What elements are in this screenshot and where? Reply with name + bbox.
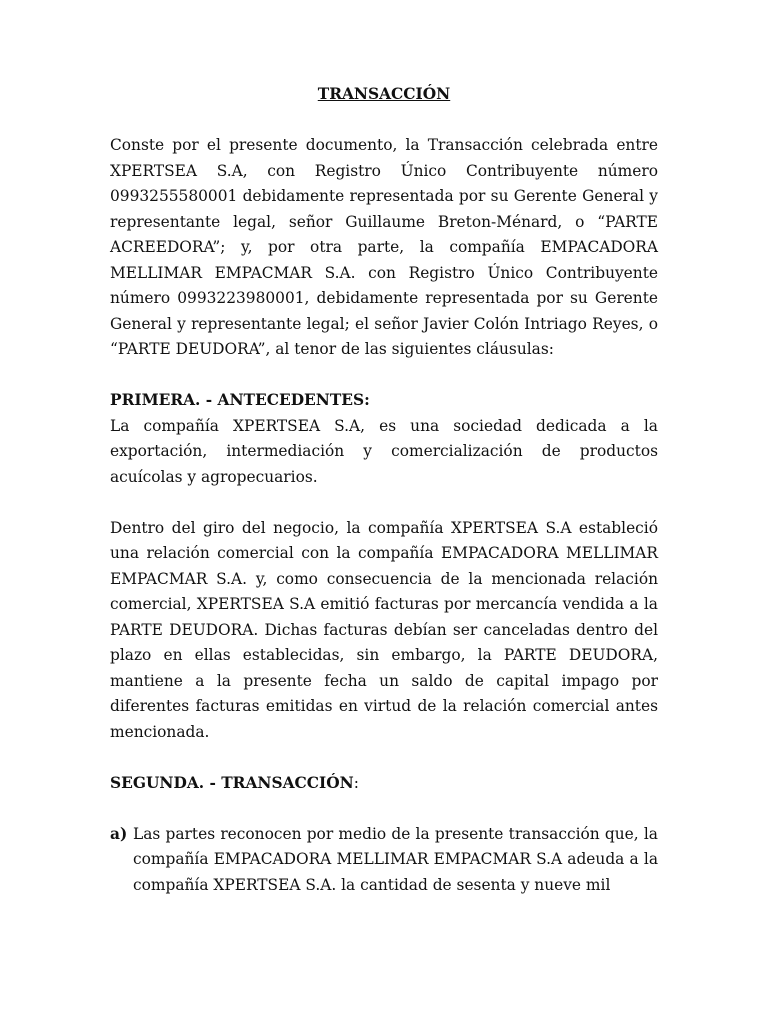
antecedentes-paragraph-2: Dentro del giro del negocio, la compañía XPERTSEA S.A estableció una relación comercial con la compañía EMPACADORA MELLIMAR EMPACMAR S.A. y, como consecuencia de la mencionada relación comercial, XPERTSEA S.A emitió facturas por mercancía vendida a la PARTE DEUDORA. Dichas facturas debían ser canceladas dentro del plazo en ellas establecidas, sin embargo, la PARTE DEUDORA, mantiene a la presente fecha un saldo de capital impago por diferentes facturas emitidas en virtud de la relación comercial antes mencionada. <box>110 518 658 741</box>
intro-paragraph: Conste por el presente documento, la Transacción celebrada entre XPERTSEA S.A, con Registro Único Contribuyente número 0993255580001 debidamente representada por su Gerente General y representante legal, señor Guillaume Breton-Ménard, o “PARTE ACREEDORA”; y, por otra parte, la compañía EMPACADORA MELLIMAR EMPACMAR S.A. con Registro Único Contribuyente número 0993223980001, debidamente representada por su Gerente General y representante legal; el señor Javier Colón Intriago Reyes, o “PARTE DEUDORA”, al tenor de las siguientes cláusulas: <box>110 136 658 358</box>
list-item-label: a) <box>110 824 128 843</box>
spacer <box>110 363 658 389</box>
section-heading-primera: PRIMERA. - ANTECEDENTES: <box>110 391 370 409</box>
list-item-text: Las partes reconocen por medio de la presente transacción que, la compañía EMPACADORA MELLIMAR EMPACMAR S.A adeuda a la compañía XPERTSEA S.A. la cantidad de sesenta y nueve mil <box>133 824 658 894</box>
spacer <box>110 745 658 771</box>
section-heading-segunda-text: SEGUNDA. - TRANSACCIÓN <box>110 773 354 792</box>
list-item <box>110 822 658 899</box>
section-heading-segunda-colon: : <box>353 773 359 792</box>
spacer <box>110 796 658 822</box>
document-title: TRANSACCIÓN <box>317 85 451 103</box>
section-heading-segunda <box>110 771 658 797</box>
document-page <box>110 82 658 898</box>
antecedentes-paragraph-1: La compañía XPERTSEA S.A, es una sociedad dedicada a la exportación, intermediación y comercialización de productos acuícolas y agropecuarios. <box>110 416 658 486</box>
spacer <box>110 490 658 516</box>
